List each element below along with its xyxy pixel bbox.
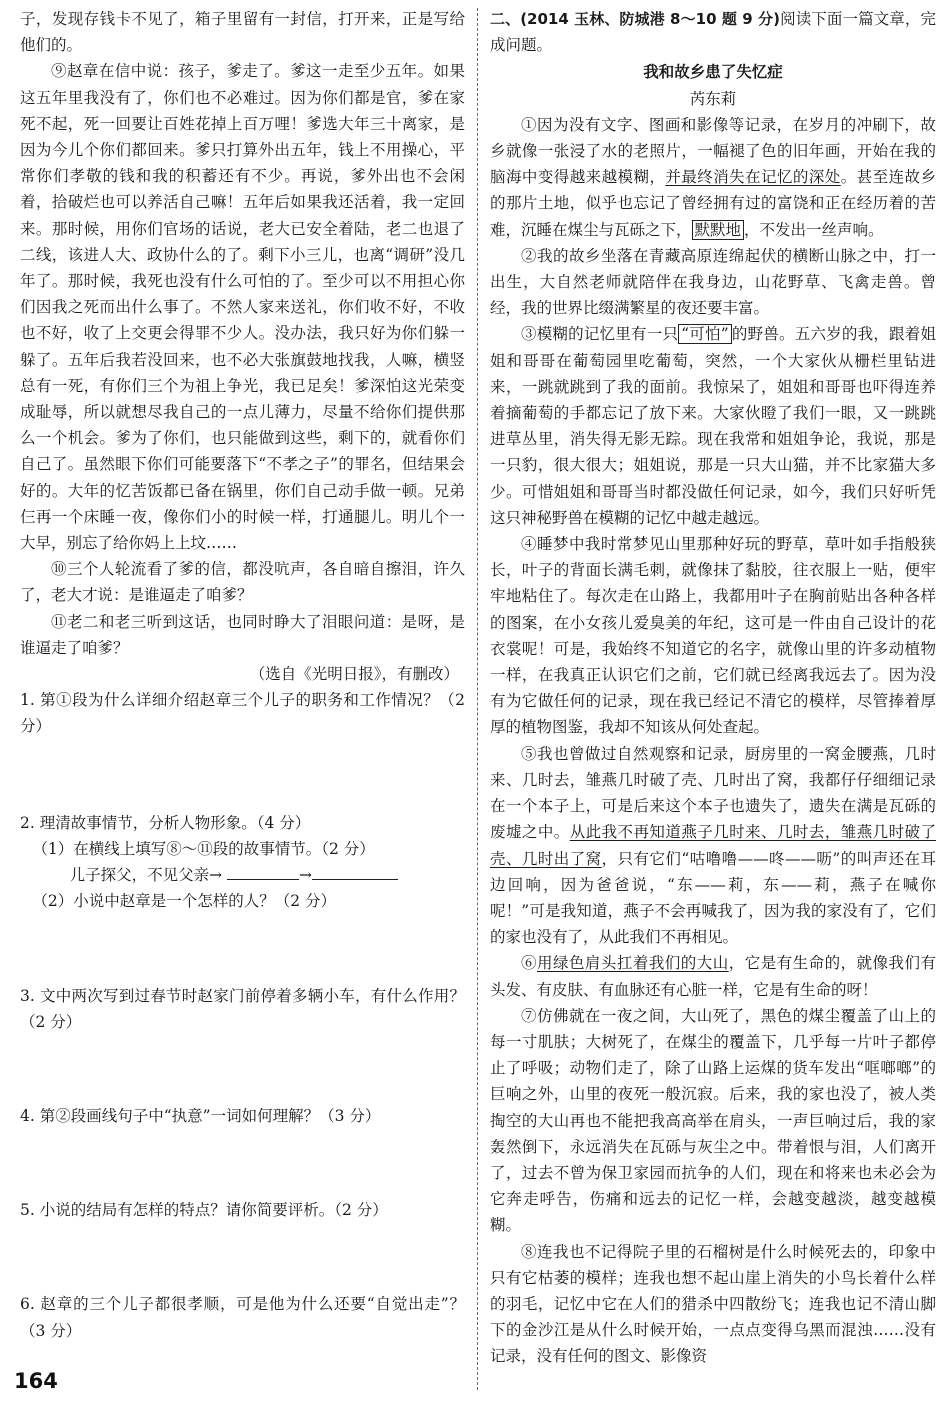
column-divider — [477, 8, 478, 1390]
boxed-word-1: 默默地 — [692, 220, 745, 240]
underlined-sentence-5: 从此我不再知道燕子几时来、几时去，雏燕几时破了壳、几时出了窝 — [490, 823, 936, 868]
question-2-part-1: （1）在横线上填写⑧～⑪段的故事情节。（2 分） — [32, 839, 375, 858]
article-author: 芮东莉 — [689, 89, 737, 108]
article-paragraph-6: ⑥用绿色肩头扛着我们的大山，它是有生命的，就像我们有头发、有皮肤、有血脉还有心脏一样，它是有生命的呀！ — [490, 954, 936, 999]
plot-flow-start: 儿子探父，不见父亲→ — [69, 866, 228, 885]
story-paragraph-9: ⑨赵章在信中说：孩子，爹走了。爹这一走至少五年。如果这五年里我没有了，你们也不必难过。因为你们都是官，爹在家死不起，死一回要让百姓花掉上百万哩！爹选大年三十离家，是因为今儿个你们都回来。爹只打算外出五年，钱上不用操心，平常你们孝敬的钱和我的积蓄还有不少。再说，爹外出也不会闲着，拾破烂也可以养活自己嘛！五年后如果我还活着，我一定回来。那时候，用你们官场的话说，老大已安全着陆，老二也退了二线，该进人大、政协什么的了。剩下小三儿，也离“调研”没几年了。那时候，我死也没有什么可怕的了。至少可以不用担心你们因我之死而出什么事了。不然人家来送礼，你们收不好，不收也不好，收了上交更会得罪不少人。没办法，我只好为你们躲一躲了。五年后我若没回来，也不必大张旗鼓地找我，人嘛，横竖总有一死，有你们三个为祖上争光，我已足矣！爹深怕这光荣变成耻辱，所以就想尽我自己的一点儿薄力，尽量不给你们提供那么一个机会。爹为了你们，也只能做到这些，剩下的，就看你们自己了。虽然眼下你们可能要落下“不孝之子”的罪名，但结果会好的。大年的忆苦饭都已备在锅里，你们自己动手做一顿。兄弟仨再一个床睡一夜，像你们小的时候一样，打通腿儿。明儿个一大早，别忘了给你妈上上坟…… — [20, 62, 465, 553]
question-1: 1. 第①段为什么详细介绍赵章三个儿子的职务和工作情况？（2 分） — [20, 691, 465, 736]
section-heading — [490, 6, 936, 58]
question-6: 6. 赵章的三个儿子都很孝顺，可是他为什么还要“自觉出走”？（3 分） — [20, 1295, 465, 1340]
article-paragraph-5: ⑤我也曾做过自然观察和记录，厨房里的一窝金腰燕，几时来、几时去，雏燕几时破了壳、几时出了窝，我都仔仔细细记录在一个本子上，可是后来这个本子也遗失了，遗失在满是瓦砾的废墟之中。从此我不再知道燕子几时来、几时去，雏燕几时破了壳、几时出了窝，只有它们“咕噜噜——咚——呖”的叫声还在耳边回响，因为爸爸说，“东——莉，东——莉，燕子在喊你呢！”可是我知道，燕子不会再喊我了，因为我的家没有了，它们的家也没有了，从此我们不再相见。 — [490, 744, 936, 947]
plot-flow-line — [20, 862, 465, 888]
article-title: 我和故乡患了失忆症 — [643, 63, 783, 82]
underlined-phrase-6: 用绿色肩头扛着我们的大山 — [536, 954, 729, 973]
answer-space-1 — [20, 740, 465, 810]
fill-blank-2[interactable] — [312, 863, 398, 880]
question-5: 5. 小说的结局有怎样的特点？请你简要评析。（2 分） — [20, 1201, 388, 1220]
right-column — [490, 6, 936, 1370]
plot-flow-arrow: → — [299, 866, 313, 885]
article-paragraph-8: ⑧连我也不记得院子里的石榴树是什么时候死去的，印象中只有它枯萎的模样；连我也想不起山崖上消失的小鸟长着什么样的羽毛，记忆中它在人们的猎杀中四散纷飞；连我也记不清山脚下的金沙江是从什么时候开始，一点点变得乌黑而混浊……没有记录，没有任何的图文、影像资 — [490, 1242, 936, 1366]
story-source: （选自《光明日报》，有删改） — [249, 665, 459, 684]
question-4: 4. 第②段画线句子中“执意”一词如何理解？（3 分） — [20, 1106, 381, 1125]
article-paragraph-1: ①因为没有文字、图画和影像等记录，在岁月的冲刷下，故乡就像一张浸了水的老照片，一幅褪了色的旧年画，开始在我的脑海中变得越来越模糊，并最终消失在记忆的深处。甚至连故乡的那片土地，似乎也忘记了曾经拥有过的富饶和正在经历着的苦难，沉睡在煤尘与瓦砾之下， 默默地 ，不发出一丝声响。 — [490, 115, 936, 239]
left-column — [20, 6, 465, 1344]
story-paragraph-11: ⑪老二和老三听到这话，也同时睁大了泪眼问道：是呀，是谁逼走了咱爹？ — [20, 612, 465, 657]
story-paragraph-continued: 子，发现存钱卡不见了，箱子里留有一封信，打开来，正是写给他们的。 — [20, 10, 465, 55]
article-paragraph-3: ③模糊的记忆里有一只 “可怕” 的野兽。五六岁的我，跟着姐姐和哥哥在葡萄园里吃葡萄，突然，一个大家伙从栅栏里钻进来，一跳就跳到了我的面前。我惊呆了，姐姐和哥哥也吓得连养着摘葡萄的手都忘记了放下来。大家伙瞪了我们一眼，又一跳跳进草丛里，消失得无影无踪。现在我常和姐姐争论，我说，那是一只豹，很大很大；姐姐说，那是一只大山猫，并不比家猫大多少。可惜姐姐和哥哥当时都没做任何记录，如今，我们只好听凭这只神秘野兽在模糊的记忆中越走越远。 — [490, 325, 936, 527]
answer-space-3 — [20, 1035, 465, 1103]
story-paragraph-10: ⑩三个人轮流看了爹的信，都没吭声，各自暗自擦泪，许久了，老大才说：是谁逼走了咱爹？ — [20, 560, 465, 605]
article-paragraph-4: ④睡梦中我时常梦见山里那种好玩的野草，草叶如手指般狭长，叶子的背面长满毛刺，就像抹了黏胶，往衣服上一贴，便牢牢地粘住了。每次走在山路上，我都用叶子在胸前贴出各种各样的图案，在小女孩儿爱臭美的年纪，这可是一件由自己设计的花衣裳呢！可是，我始终不知道它的名字，就像山里的许多动植物一样，在我真正认识它们之前，它们就已经离我远去了。因为没有为它做任何的记录，现在我已经记不清它的模样，尽管捧着厚厚的植物图鉴，我却不知该从何处查起。 — [490, 535, 936, 737]
section-label: 二、(2014 玉林、防城港 8～10 题 9 分) — [490, 10, 780, 28]
boxed-word-2: “可怕” — [678, 324, 732, 344]
article-paragraph-7: ⑦仿佛就在一夜之间，大山死了，黑色的煤尘覆盖了山上的每一寸肌肤；大树死了，在煤尘的覆盖下，几乎每一片叶子都停止了呼吸；动物们走了，除了山路上运煤的货车发出“哐啷啷”的巨响之外，山里的夜死一般沉寂。后来，我的家也没了，被人类掏空的大山再也不能把我高高举在肩头，一声巨响过后，我的家轰然倒下，永远消失在瓦砾与灰尘之中。带着恨与泪，人们离开了，过去不曾为保卫家园而抗争的人们，现在和将来也未必会为它奔走呼告，伤痛和远去的记忆一样，会越变越淡，越变越模糊。 — [490, 1006, 936, 1235]
page-number: 164 — [14, 1369, 58, 1393]
answer-space-5 — [20, 1223, 465, 1291]
underlined-phrase-1: 并最终消失在记忆的深处 — [665, 168, 841, 187]
article-paragraph-2: ②我的故乡坐落在青藏高原连绵起伏的横断山脉之中，打一出生，大自然老师就陪伴在我身边，山花野草、飞禽走兽。曾经，我的世界比缀满繁星的夜还要丰富。 — [490, 246, 936, 318]
answer-space-2 — [20, 915, 465, 983]
answer-space-4 — [20, 1129, 465, 1197]
section-instruction: 阅读下面一篇文章，完成问题。 — [490, 10, 936, 55]
fill-blank-1[interactable] — [227, 863, 299, 880]
question-3: 3. 文中两次写到过春节时赵家门前停着多辆小车，有什么作用？（2 分） — [20, 986, 465, 1031]
question-2-part-2: （2）小说中赵章是一个怎样的人？（2 分） — [32, 892, 337, 911]
question-2: 2. 理清故事情节，分析人物形象。（4 分） — [20, 813, 311, 832]
